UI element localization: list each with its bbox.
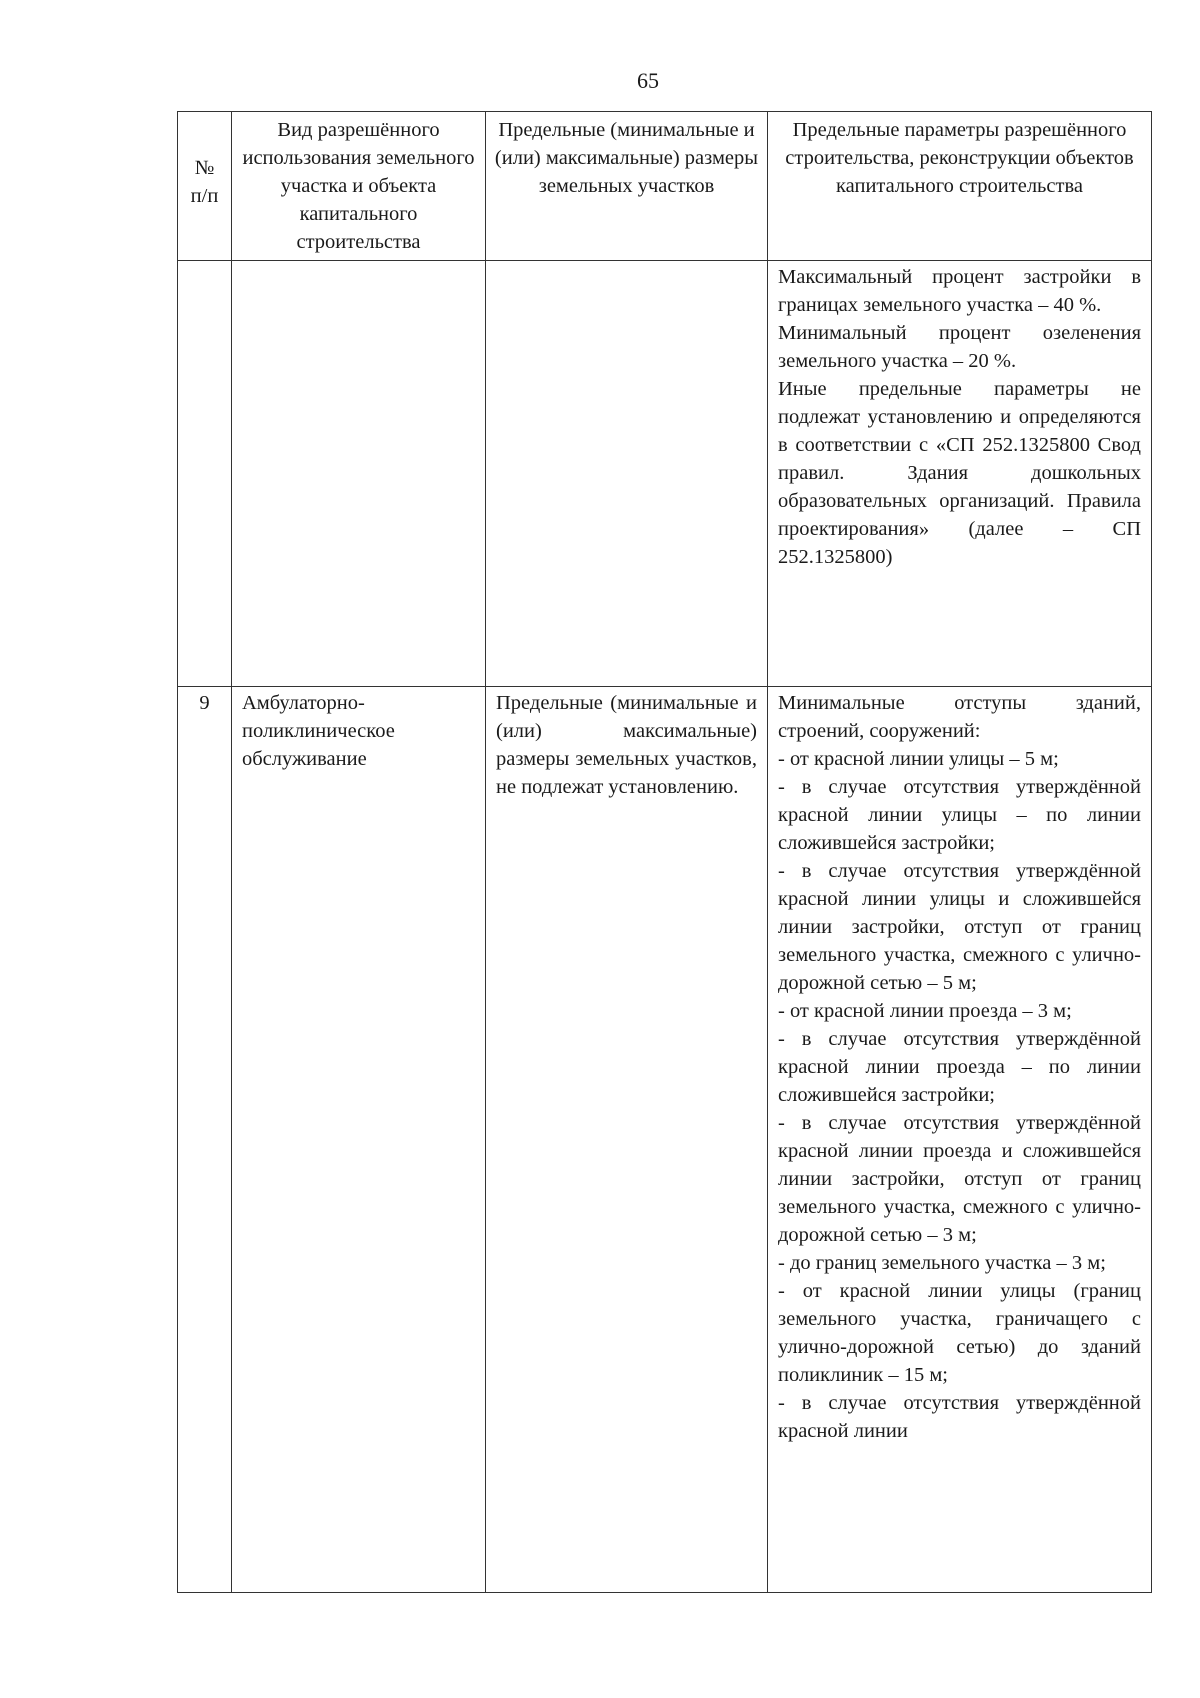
header-build-params: Предельные параметры разрешённого строительства, реконструкции объектов капитального строительства (768, 112, 1152, 261)
param-line: - в случае отсутствия утверждённой красной линии проезда – по линии сложившейся застройки; (778, 1028, 1141, 1106)
header-plot-size: Предельные (минимальные и (или) максимальные) размеры земельных участков (486, 112, 768, 261)
row-plot-size: Предельные (минимальные и (или) максимальные) размеры земельных участков, не подлежат установлению. (486, 687, 768, 1593)
param-line: Максимальный процент застройки в границах земельного участка – 40 %. (778, 266, 1141, 316)
row-number: 9 (178, 687, 232, 1593)
param-line: - до границ земельного участка – 3 м; (778, 1252, 1106, 1274)
param-line: - от красной линии улицы (границ земельного участка, граничащего с улично-дорожной сетью) до зданий поликлиник – 15 м; (778, 1280, 1141, 1386)
param-line: Иные предельные параметры не подлежат установлению и определяются в соответствии с «СП 252.1325800 Свод правил. Здания дошкольных образовательных организаций. Правила проектирования» (далее – СП 252.1325800) (778, 378, 1141, 568)
header-number: № п/п (178, 112, 232, 261)
param-line: - в случае отсутствия утверждённой красной линии проезда и сложившейся линии застройки, отступ от границ земельного участка, смежного с улично-дорожной сетью – 3 м; (778, 1112, 1141, 1246)
row-plot-size (486, 261, 768, 687)
param-line: - от красной линии проезда – 3 м; (778, 1000, 1072, 1022)
table-row (178, 687, 1152, 1593)
table-header-row (178, 112, 1152, 261)
param-line: - в случае отсутствия утверждённой красной линии (778, 1392, 1141, 1442)
page-number: 65 (637, 68, 659, 93)
row-use-type: Амбулаторно-поликлиническое обслуживание (232, 687, 486, 1593)
table-row (178, 261, 1152, 687)
header-use-type: Вид разрешённого использования земельного участка и объекта капитального строительства (232, 112, 486, 261)
regulations-table (177, 111, 1152, 1593)
row-use-type (232, 261, 486, 687)
param-line: - в случае отсутствия утверждённой красной линии улицы и сложившейся линии застройки, отступ от границ земельного участка, смежного с улично-дорожной сетью – 5 м; (778, 860, 1141, 994)
param-line: - от красной линии улицы – 5 м; (778, 748, 1059, 770)
param-line: Минимальный процент озеленения земельного участка – 20 %. (778, 322, 1141, 372)
row-build-params (768, 261, 1152, 687)
row-build-params (768, 687, 1152, 1593)
param-line: - в случае отсутствия утверждённой красной линии улицы – по линии сложившейся застройки; (778, 776, 1141, 854)
row-number (178, 261, 232, 687)
param-line: Минимальные отступы зданий, строений, сооружений: (778, 692, 1141, 742)
